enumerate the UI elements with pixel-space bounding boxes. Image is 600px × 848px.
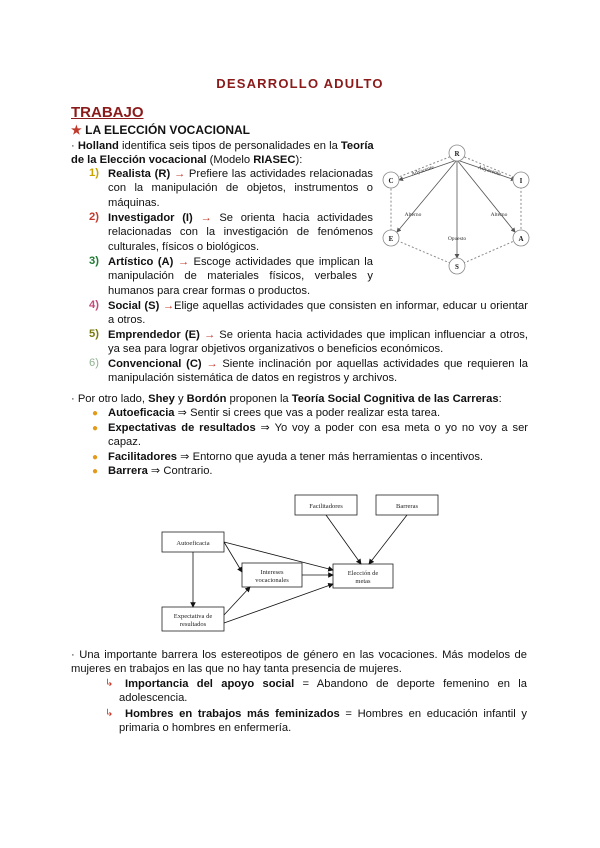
edge-label-adyacente: Adyacente: [477, 164, 502, 178]
flow-label-intereses: Intereses: [260, 569, 284, 576]
list-item: Social (S) →Elige aquellas actividades que consisten en informar, educar u orientar a otros.: [108, 300, 528, 327]
edge-label-adyacente: Adyacente: [410, 164, 435, 178]
type-number: 6): [89, 357, 99, 369]
list-item: Realista (R) → Prefiere las actividades relacionadas con la manipulación de objetos, instrumentos o máquinas.: [108, 168, 373, 209]
edge-label-alterno: Alterno: [404, 212, 422, 218]
flow-label-vocacionales: vocacionales: [255, 577, 289, 584]
holland-intro: · Holland identifica seis tipos de personalidades en la Teoría de la Elección vocacional (Modelo RIASEC):: [71, 140, 374, 167]
section-heading: TRABAJO: [71, 104, 144, 121]
bullet-icon: ●: [92, 466, 99, 477]
list-item: Artístico (A) → Escoge actividades que implican la manipulación de materiales físicos, verbales y humanos para crear formas o productos.: [108, 256, 374, 297]
arrow-hook-icon: ↳: [105, 708, 114, 719]
bullet-icon: ●: [92, 408, 99, 419]
list-item: Convencional (C) → Siente inclinación por aquellas actividades que requieren la manipulación sistemática de datos en registros y archivos.: [108, 358, 528, 385]
edge-label-opuesto: Opuesto: [447, 236, 467, 242]
type-number: 5): [89, 328, 99, 340]
list-item: Importancia del apoyo social = Abandono de deporte femenino en la adolescencia.: [119, 678, 527, 705]
node-label-c: C: [388, 177, 394, 185]
flow-label-eleccion: Elección de: [347, 570, 379, 577]
riasec-hexagon-diagram: [375, 140, 545, 280]
star-icon: ★: [71, 123, 82, 137]
type-number: 4): [89, 299, 99, 311]
subheading: [71, 123, 250, 137]
list-item: Emprendedor (E) → Se orienta hacia actividades que implican influenciar a otros, ya sea para lograr objetivos organizativos o beneficios económicos.: [108, 329, 528, 356]
list-item: Facilitadores ⇒ Entorno que ayuda a tener más herramientas o incentivos.: [108, 451, 484, 463]
bullet-icon: ●: [92, 452, 99, 463]
list-item: Expectativas de resultados ⇒ Yo voy a poder con esa meta o yo no voy a ser capaz.: [108, 422, 529, 449]
flow-label-resultados: resultados: [179, 621, 207, 628]
node-label-r: R: [454, 150, 460, 158]
type-number: 2): [89, 211, 99, 223]
list-item: Autoeficacia ⇒ Sentir si crees que vas a poder realizar esta tarea.: [108, 407, 441, 419]
list-item: Hombres en trabajos más feminizados = Hombres en educación infantil y primaria o hombres en enfermería.: [119, 708, 527, 735]
list-item: Investigador (I) → Se orienta hacia actividades relacionadas con la investigación de fenómenos culturales, físicos o biológicos.: [108, 212, 373, 253]
subheading-text: LA ELECCIÓN VOCACIONAL: [85, 123, 250, 137]
social-cognitive-flow-diagram: [155, 490, 445, 635]
page-title: DESARROLLO ADULTO: [216, 76, 384, 91]
type-number: 1): [89, 167, 99, 179]
node-label-e: E: [388, 235, 394, 243]
flow-label-metas: metas: [355, 578, 371, 585]
edge-label-alterno: Alterno: [490, 212, 508, 218]
flow-label-expectativa: Expectativa de: [173, 613, 213, 620]
stereotypes-paragraph: · Una importante barrera los estereotipos de género en las vocaciones. Más modelos de mujeres en trabajos en las que no hay tanta presencia de mujeres.: [71, 649, 527, 676]
flow-label-barreras: Barreras: [395, 503, 419, 510]
bullet-icon: ●: [92, 423, 99, 434]
node-label-a: A: [518, 235, 524, 243]
flow-label-facilitadores: Facilitadores: [309, 503, 343, 510]
type-number: 3): [89, 255, 99, 267]
shey-intro: · Por otro lado, Shey y Bordón proponen la Teoría Social Cognitiva de las Carreras:: [71, 393, 502, 405]
flow-label-autoeficacia: Autoeficacia: [176, 540, 210, 547]
arrow-hook-icon: ↳: [105, 678, 114, 689]
node-label-s: S: [455, 263, 459, 271]
list-item: Barrera ⇒ Contrario.: [108, 465, 213, 477]
node-label-i: I: [519, 177, 523, 185]
